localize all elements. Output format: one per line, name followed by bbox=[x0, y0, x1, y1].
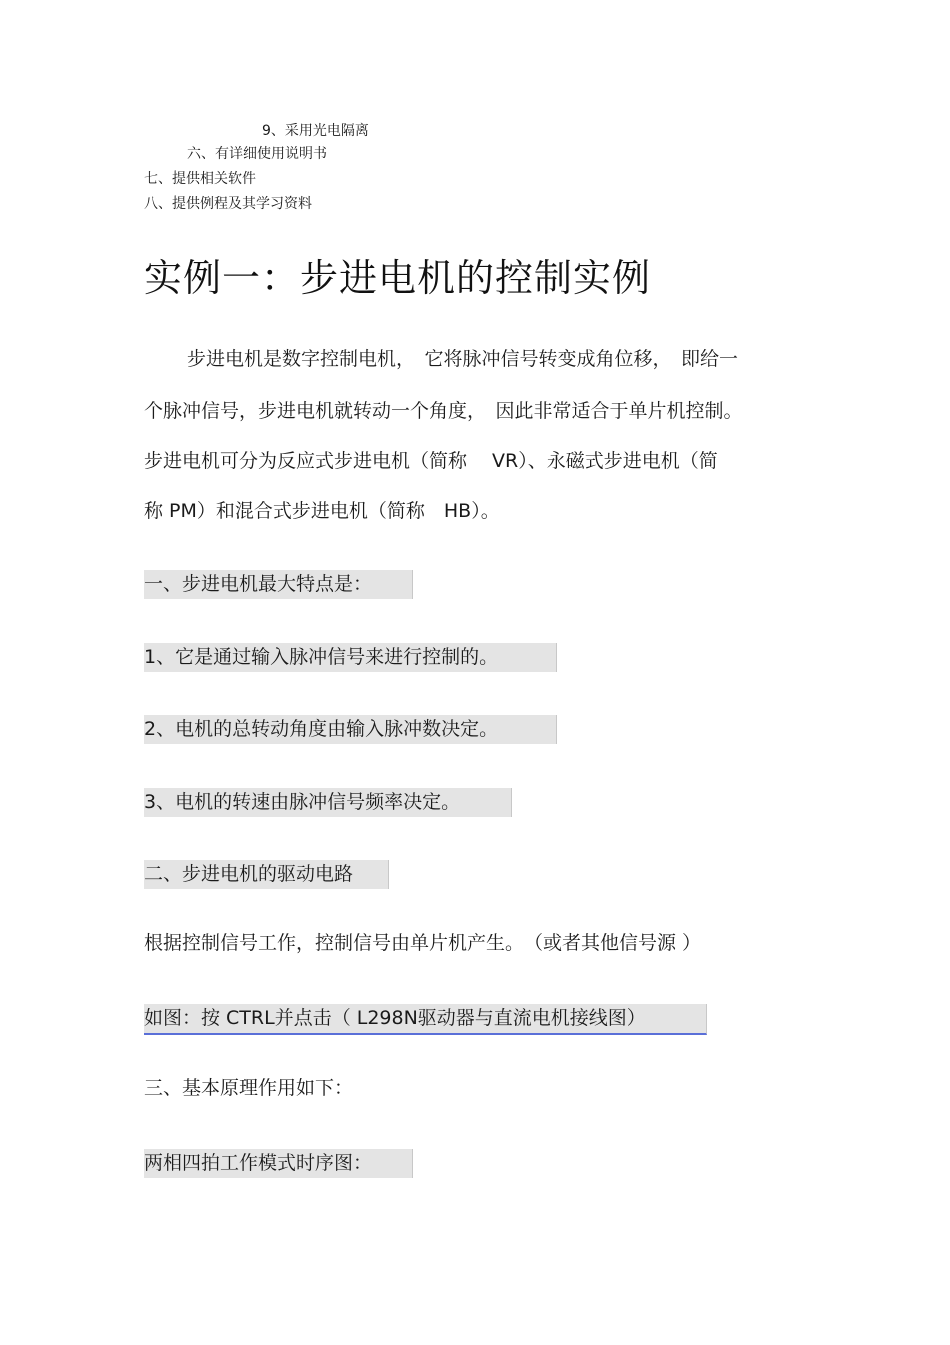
timing-diagram-caption: 两相四拍工作模式时序图： bbox=[144, 1149, 413, 1178]
list-item-9: 9、采用光电隔离 bbox=[262, 123, 369, 139]
list-item-8: 八、提供例程及其学习资料 bbox=[144, 196, 312, 212]
page-title: 实例一：步进电机的控制实例 bbox=[144, 256, 652, 300]
diagram-link[interactable]: 如图：按 CTRL并点击（ L298N驱动器与直流电机接线图） bbox=[144, 1004, 707, 1035]
list-item-7: 七、提供相关软件 bbox=[144, 171, 256, 187]
section2-text: 根据控制信号工作，控制信号由单片机产生。 （或者其他信号源 ） bbox=[144, 932, 702, 954]
feature-point-1: 1、它是通过输入脉冲信号来进行控制的。 bbox=[144, 643, 557, 672]
intro-line-2: 个脉冲信号，步进电机就转动一个角度， 因此非常适合于单片机控制。 bbox=[144, 400, 743, 422]
section2-heading: 二、步进电机的驱动电路 bbox=[144, 860, 389, 889]
feature-point-2: 2、电机的总转动角度由输入脉冲数决定。 bbox=[144, 715, 557, 744]
list-item-6: 六、有详细使用说明书 bbox=[187, 146, 327, 162]
section1-heading: 一、步进电机最大特点是： bbox=[144, 570, 413, 599]
intro-line-4: 称 PM）和混合式步进电机（简称 HB）。 bbox=[144, 500, 500, 522]
feature-point-3: 3、电机的转速由脉冲信号频率决定。 bbox=[144, 788, 512, 817]
section3-heading: 三、基本原理作用如下： bbox=[144, 1077, 354, 1099]
intro-line-3: 步进电机可分为反应式步进电机（简称 VR）、永磁式步进电机（简 bbox=[144, 450, 718, 472]
intro-line-1: 步进电机是数字控制电机， 它将脉冲信号转变成角位移， 即给一 bbox=[187, 348, 739, 370]
